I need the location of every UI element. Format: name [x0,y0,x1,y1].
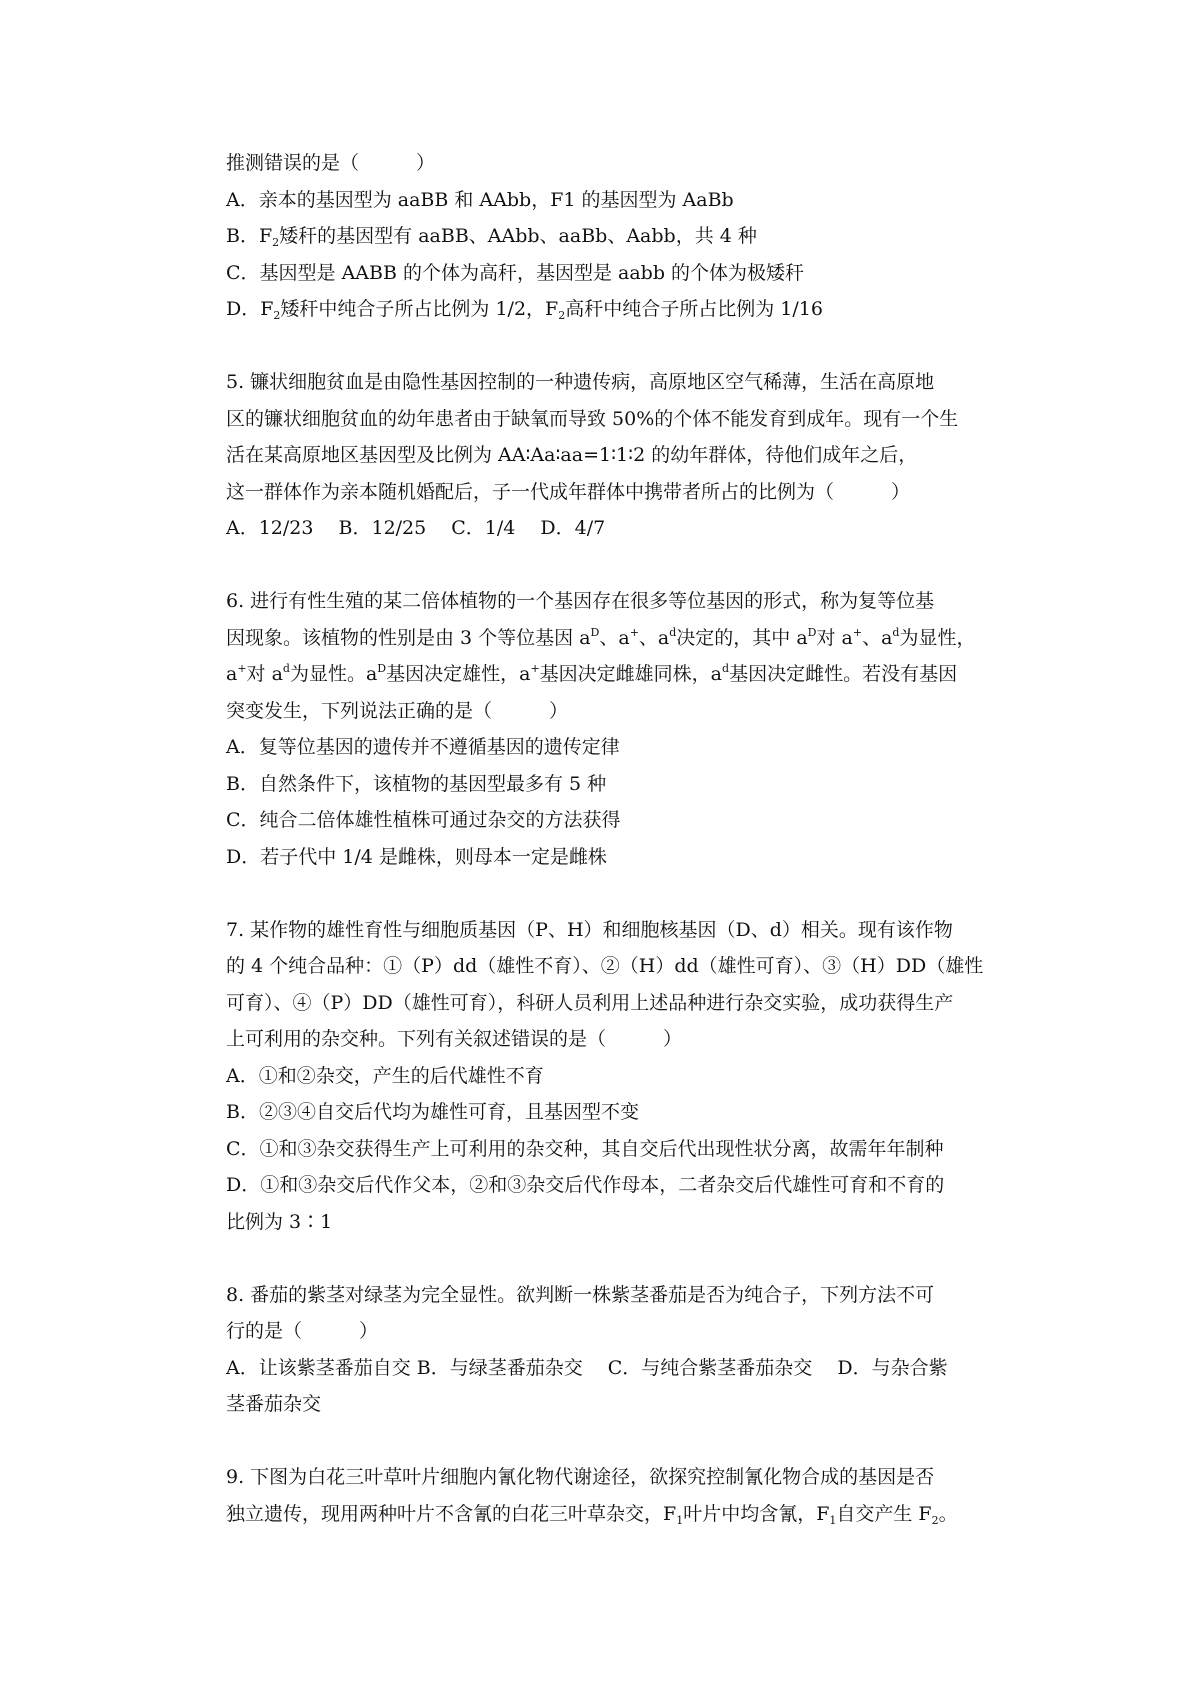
q9-sub: 1 [676,1513,684,1527]
q4-option-a: A．亲本的基因型为 aaBB 和 AAbb，F1 的基因型为 AaBb [226,188,734,211]
q7-option-b: B．②③④自交后代均为雄性可育，且基因型不变 [226,1101,639,1123]
q6-text: 、a [862,626,893,649]
q6-line-4: 突变发生，下列说法正确的是（ ） [226,699,569,722]
q5-line-2: 区的镰状细胞贫血的幼年患者由于缺氧而导致 50%的个体不能发育到成年。现有一个生 [226,407,959,430]
q6-line-3 [226,656,1046,693]
q6-option-c: C．纯合二倍体雄性植株可通过杂交的方法获得 [226,809,621,831]
q7-line-1: 7. 某作物的雄性育性与细胞质基因（P、H）和细胞核基因（D、d）相关。现有该作物 [226,918,953,941]
q5-line-3: 活在某高原地区基因型及比例为 AA∶Aa∶aa=1∶1∶2 的幼年群体，待他们成年之后， [226,444,918,466]
q6-option-d: D．若子代中 1/4 是雌株，则母本一定是雌株 [226,845,607,868]
q8-line-1: 8. 番茄的紫茎对绿茎为完全显性。欲判断一株紫茎番茄是否为纯合子，下列方法不可 [226,1283,935,1306]
q6-sup: d [282,662,290,675]
q7-option-d: D．①和③杂交后代作父本，②和③杂交后代作母本，二者杂交后代雄性可育和不育的 [226,1174,945,1196]
q6-option-a: A．复等位基因的遗传并不遵循基因的遗传定律 [226,736,620,758]
q4-option-c: C．基因型是 AABB 的个体为高秆，基因型是 aabb 的个体为极矮秆 [226,261,805,284]
q6-sup: d [722,662,730,675]
q6-text: 、a [599,626,630,649]
q6-sup: d [892,625,900,639]
q4-option-d [226,291,1046,328]
q7-line-3: 可育）、④（P）DD（雄性可育），科研人员利用上述品种进行杂交实验，成功获得生产 [226,991,954,1014]
q4-stem: 推测错误的是（ ） [226,152,436,174]
q6-text: 为显性。a [289,663,378,685]
q6-option-b: B．自然条件下，该植物的基因型最多有 5 种 [226,772,607,795]
q4-option-b [226,218,1046,255]
q6-text: 、a [638,626,670,649]
q7-option-a: A．①和②杂交，产生的后代雄性不育 [226,1064,544,1087]
q6-text: a [226,663,238,685]
q6-text: 对 a [246,663,283,685]
q9-sub: 2 [931,1513,939,1527]
q4-option-d-rest: 高秆中纯合子所占比例为 1/16 [565,298,823,320]
q5-line-1: 5. 镰状细胞贫血是由隐性基因控制的一种遗传病，高原地区空气稀薄，生活在高原地 [226,371,935,393]
q7-line-4: 上可利用的杂交种。下列有关叙述错误的是（ ） [226,1028,683,1050]
q8-options-cont: 茎番茄杂交 [226,1393,322,1415]
q8-line-2: 行的是（ ） [226,1320,379,1342]
q6-text: 因现象。该植物的性别是由 3 个等位基因 a [226,626,591,649]
q6-sup: d [669,625,677,639]
q6-sup: + [530,662,540,675]
q5-options: A．12/23 B．12/25 C．1/4 D．4/7 [226,517,606,539]
q4-option-d-sub1: 2 [273,309,281,322]
q6-line-1: 6. 进行有性生殖的某二倍体植物的一个基因存在很多等位基因的形式，称为复等位基 [226,590,935,612]
q6-sup: + [237,662,247,675]
q6-text: 对 a [816,626,853,649]
q7-option-d-cont: 比例为 3∶1 [226,1210,333,1233]
q9-line-2 [226,1496,1046,1533]
q4-option-b-sub: 2 [272,236,280,249]
q6-sup: D [590,625,600,639]
q6-text: 基因决定雌雄同株，a [539,663,723,685]
q9-sub: 1 [829,1513,837,1527]
q4-option-d-sub2: 2 [558,309,566,322]
q9-text: 独立遗传，现用两种叶片不含氰的白花三叶草杂交，F [226,1502,677,1525]
q9-line-1: 9. 下图为白花三叶草叶片细胞内氰化物代谢途径，欲探究控制氰化物合成的基因是否 [226,1466,935,1488]
q6-sup: D [377,662,387,675]
q6-sup: + [629,625,639,639]
q9-text: 。 [938,1502,958,1525]
q7-option-c: C．①和③杂交获得生产上可利用的杂交种，其自交后代出现性状分离，故需年年制种 [226,1137,944,1160]
q4-option-d-mid: 矮秆中纯合子所占比例为 1/2，F [280,298,559,320]
q6-sup: + [852,625,863,639]
q6-text: 为显性， [899,626,976,649]
q4-option-b-text: B．F [226,225,273,247]
q4-option-d-text: D．F [226,298,274,320]
q6-text: 基因决定雌性。若没有基因 [729,663,958,685]
q5-line-4: 这一群体作为亲本随机婚配后，子一代成年群体中携带者所占的比例为（ ） [226,480,911,503]
q9-text: 自交产生 F [836,1502,932,1525]
q6-text: 决定的，其中 a [676,626,808,649]
q6-sup: D [807,625,817,639]
q9-text: 叶片中均含氰，F [683,1502,830,1525]
q6-line-2 [226,620,1046,657]
q6-text: 基因决定雄性，a [386,663,531,685]
page-content [226,145,1046,1532]
q8-options: A．让该紫茎番茄自交 B．与绿茎番茄杂交 C．与纯合紫茎番茄杂交 D．与杂合紫 [226,1356,948,1379]
q7-line-2: 的 4 个纯合品种：①（P）dd（雄性不育）、②（H）dd（雄性可育）、③（H）DD（雄性 [226,955,984,977]
q4-option-b-rest: 矮秆的基因型有 aaBB、AAbb、aaBb、Aabb，共 4 种 [279,225,757,247]
